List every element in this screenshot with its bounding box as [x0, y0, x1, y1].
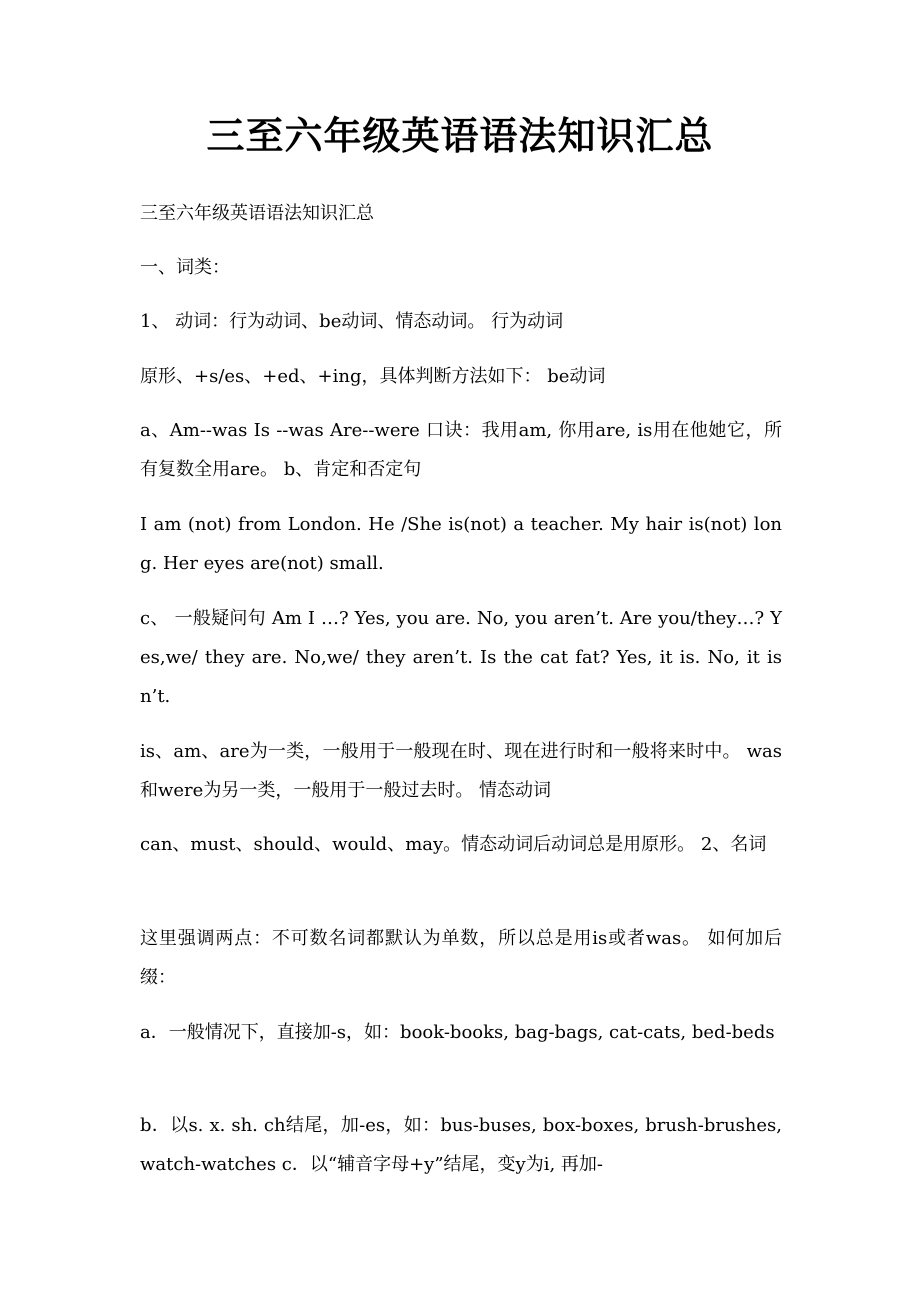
document-title: 三至六年级英语语法知识汇总 — [206, 114, 714, 158]
paragraph-modal-verbs: can、must、should、would、may。情态动词后动词总是用原形。 2、名词 — [140, 834, 767, 855]
paragraph-section-heading: 一、词类： — [140, 257, 230, 278]
paragraph-be-verb-usage: is、am、are为一类，一般用于一般现在时、现在进行时和一般将来时中。 was和were为另一类，一般用于一般过去时。 情态动词 — [140, 741, 782, 801]
paragraph-affirmative-negative-examples: I am (not) from London. He /She is(not) a teacher. My hair is(not) long. Her eyes are(not) small. — [140, 514, 782, 574]
paragraph-verbs-intro: 1、 动词：行为动词、be动词、情态动词。 行为动词 — [140, 311, 564, 332]
paragraph-nouns-note: 这里强调两点：不可数名词都默认为单数，所以总是用is或者was。 如何加后缀： — [140, 928, 782, 988]
paragraph-verb-forms: 原形、+s/es、+ed、+ing，具体判断方法如下： be动词 — [140, 366, 606, 387]
paragraph-be-verb-rhyme: a、Am--was Is --was Are--were 口诀：我用am, 你用are, is用在他她它，所有复数全用are。 b、肯定和否定句 — [140, 420, 782, 480]
paragraph-subtitle: 三至六年级英语语法知识汇总 — [140, 203, 374, 224]
paragraph-plural-rule-a: a．一般情况下，直接加-s，如：book-books, bag-bags, cat-cats, bed-beds — [140, 1022, 775, 1043]
paragraph-plural-rule-b: b．以s. x. sh. ch结尾，加-es，如：bus-buses, box-boxes, brush-brushes, watch-watches c．以“辅音字母+y”结尾，变y为i, 再加- — [140, 1115, 782, 1175]
paragraph-general-questions: c、 一般疑问句 Am I …? Yes, you are. No, you aren’t. Are you/they…? Yes,we/ they are. No,we/ they aren’t. Is the cat fat? Yes, it is. No, it isn’t. — [140, 608, 782, 707]
